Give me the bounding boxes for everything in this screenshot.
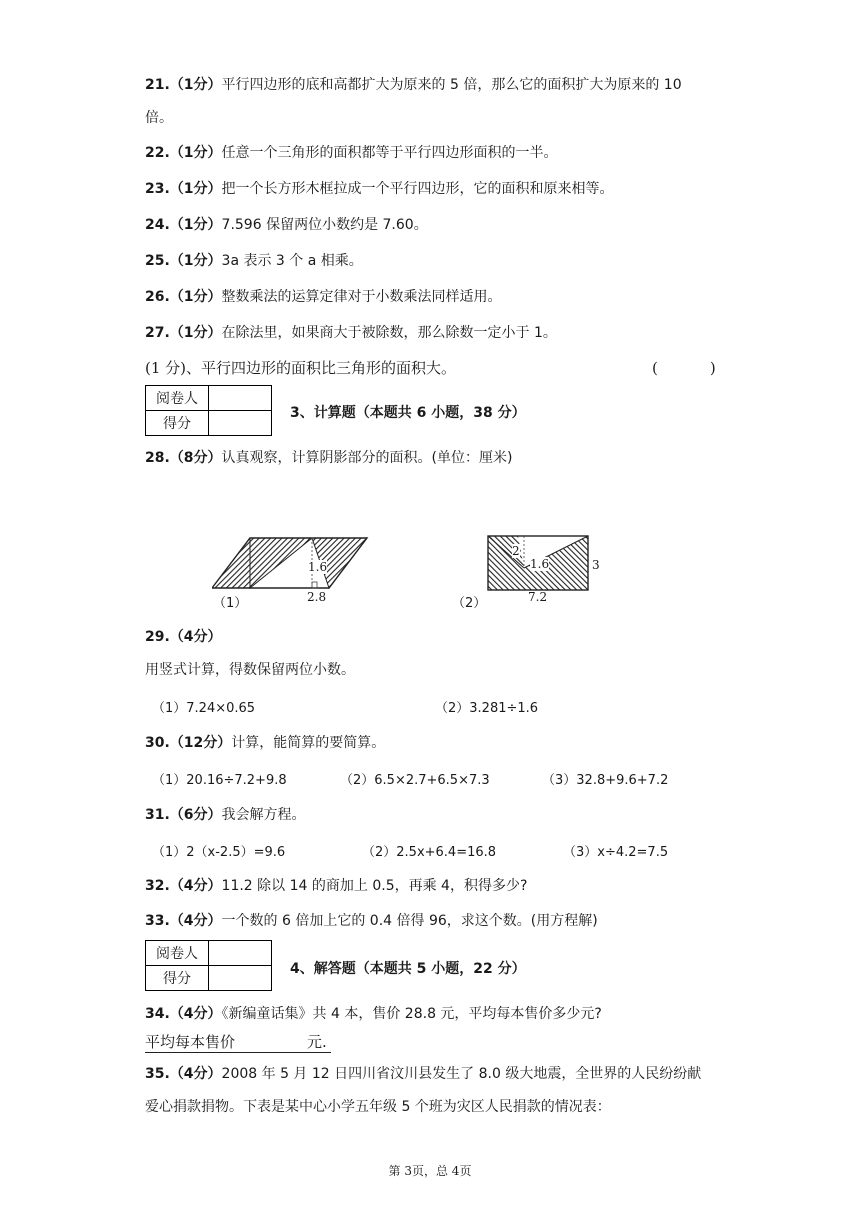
question-number: 34.（4分） bbox=[145, 1006, 222, 1022]
question-number: 21.（1分） bbox=[145, 77, 222, 93]
question-21-continued bbox=[145, 108, 173, 128]
question-number: 27.（1分） bbox=[145, 325, 222, 341]
question-29-text: 用竖式计算，得数保留两位小数。 bbox=[145, 662, 355, 678]
reviewer-label: 阅卷人 bbox=[146, 386, 209, 411]
fig1-height-label: 1.6 bbox=[308, 560, 328, 574]
section-4-title: 4、解答题（本题共 5 小题，22 分） bbox=[290, 961, 526, 977]
question-number: 29.（4分） bbox=[145, 629, 222, 645]
section-3-title: 3、计算题（本题共 6 小题，38 分） bbox=[290, 405, 526, 421]
question-number: 30.（12分） bbox=[145, 735, 232, 751]
question-31 bbox=[145, 805, 306, 825]
score-label: 得分 bbox=[146, 411, 209, 436]
answer-suffix: 元. bbox=[307, 1033, 327, 1051]
question-number: 35.（4分） bbox=[145, 1066, 222, 1082]
fig2-right-label: 3 bbox=[592, 558, 600, 572]
score-box bbox=[145, 940, 272, 991]
score-field[interactable] bbox=[209, 966, 272, 991]
question-text: 3a 表示 3 个 a 相乘。 bbox=[221, 253, 363, 269]
q31-part-3: （3）x÷4.2=7.5 bbox=[563, 845, 669, 860]
question-35 bbox=[145, 1064, 701, 1084]
question-text: 平行四边形的底和高都扩大为原来的 5 倍，那么它的面积扩大为原来的 10 bbox=[221, 77, 682, 93]
question-text: 在除法里，如果商大于被除数，那么除数一定小于 1。 bbox=[221, 325, 557, 341]
question-text: 认真观察，计算阴影部分的面积。(单位：厘米) bbox=[221, 450, 513, 466]
question-23 bbox=[145, 179, 614, 199]
question-number: 23.（1分） bbox=[145, 181, 222, 197]
question-number: 31.（6分） bbox=[145, 807, 222, 823]
question-number: 26.（1分） bbox=[145, 289, 222, 305]
question-number: 28.（8分） bbox=[145, 450, 222, 466]
question-text: 把一个长方形木框拉成一个平行四边形，它的面积和原来相等。 bbox=[221, 181, 614, 197]
question-text: 《新编童话集》共 4 本，售价 28.8 元，平均每本售价多少元? bbox=[221, 1006, 602, 1022]
fig2-mid-label: 1.6 bbox=[530, 557, 550, 571]
question-text: 倍。 bbox=[145, 110, 173, 126]
page-footer: 第 3页，总 4页 bbox=[388, 1164, 472, 1178]
score-field[interactable] bbox=[209, 411, 272, 436]
reviewer-field[interactable] bbox=[209, 941, 272, 966]
question-33 bbox=[145, 911, 598, 931]
question-text: (1 分)、平行四边形的面积比三角形的面积大。 bbox=[145, 359, 457, 377]
score-box bbox=[145, 385, 272, 436]
question-text: 我会解方程。 bbox=[221, 807, 306, 823]
question-27 bbox=[145, 323, 557, 343]
question-text: 一个数的 6 倍加上它的 0.4 倍得 96，求这个数。(用方程解) bbox=[221, 913, 598, 929]
reviewer-label: 阅卷人 bbox=[146, 941, 209, 966]
question-text: 11.2 除以 14 的商加上 0.5，再乘 4，积得多少? bbox=[221, 878, 528, 894]
question-32 bbox=[145, 876, 527, 896]
fig1-label: （1） bbox=[213, 596, 248, 611]
q29-part-2: （2）3.281÷1.6 bbox=[435, 701, 539, 716]
question-text: 整数乘法的运算定律对于小数乘法同样适用。 bbox=[221, 289, 502, 305]
answer-blank-parentheses[interactable] bbox=[652, 358, 716, 378]
question-text: 任意一个三角形的面积都等于平行四边形面积的一半。 bbox=[221, 145, 558, 161]
question-21 bbox=[145, 75, 682, 95]
question-29 bbox=[145, 627, 222, 647]
q30-part-3: （3）32.8+9.6+7.2 bbox=[542, 773, 669, 788]
question-26 bbox=[145, 287, 502, 307]
question-number: 32.（4分） bbox=[145, 878, 222, 894]
question-number: 22.（1分） bbox=[145, 145, 222, 161]
question-text: 7.596 保留两位小数约是 7.60。 bbox=[221, 217, 428, 233]
fig2-height-label: 2 bbox=[512, 544, 520, 558]
q34-answer-line bbox=[145, 1032, 331, 1053]
question-text: 计算，能简算的要简算。 bbox=[231, 735, 386, 751]
fig2-base-label: 7.2 bbox=[528, 590, 548, 604]
q30-part-1: （1）20.16÷7.2+9.8 bbox=[152, 773, 287, 788]
question-24 bbox=[145, 215, 428, 235]
question-22 bbox=[145, 143, 558, 163]
fig2-label: （2） bbox=[452, 596, 487, 611]
reviewer-field[interactable] bbox=[209, 386, 272, 411]
paren-open: ( bbox=[652, 359, 658, 377]
score-label: 得分 bbox=[146, 966, 209, 991]
question-number: 24.（1分） bbox=[145, 217, 222, 233]
question-35-continued: 爱心捐款捐物。下表是某中心小学五年级 5 个班为灾区人民捐款的情况表： bbox=[145, 1099, 611, 1115]
question-number: 33.（4分） bbox=[145, 913, 222, 929]
question-25 bbox=[145, 251, 363, 271]
q29-part-1: （1）7.24×0.65 bbox=[152, 701, 256, 716]
question-30 bbox=[145, 733, 385, 753]
q31-part-2: （2）2.5x+6.4=16.8 bbox=[362, 845, 497, 860]
answer-prefix: 平均每本售价 bbox=[145, 1033, 236, 1051]
question-text: 2008 年 5 月 12 日四川省汶川县发生了 8.0 级大地震，全世界的人民纷纷献 bbox=[221, 1066, 702, 1082]
q30-part-2: （2）6.5×2.7+6.5×7.3 bbox=[340, 773, 490, 788]
paren-close: ) bbox=[709, 359, 716, 377]
q31-part-1: （1）2（x-2.5）=9.6 bbox=[152, 845, 286, 860]
fig1-base-label: 2.8 bbox=[307, 590, 327, 604]
question-number: 25.（1分） bbox=[145, 253, 222, 269]
question-34 bbox=[145, 1004, 602, 1024]
question-27b bbox=[145, 358, 456, 378]
question-28 bbox=[145, 448, 512, 468]
